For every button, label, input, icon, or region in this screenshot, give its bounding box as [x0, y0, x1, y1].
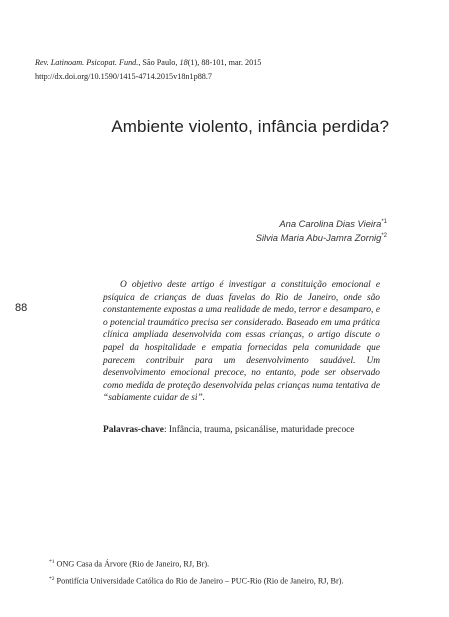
article-title: Ambiente violento, infância perdida? — [111, 117, 389, 136]
citation-place: , São Paulo, — [138, 58, 180, 67]
author-2 — [256, 230, 387, 244]
keywords-label: Palavras-chave — [103, 425, 164, 435]
author-marker: *2 — [381, 233, 387, 240]
footnote-text: Pontifícia Universidade Católica do Rio de Janeiro – PUC-Rio (Rio de Janeiro, RJ, Br). — [54, 576, 344, 586]
footnote-text: ONG Casa da Árvore (Rio de Janeiro, RJ, Br). — [54, 559, 210, 569]
citation-block — [35, 56, 261, 84]
author-list — [256, 216, 387, 244]
author-marker: *1 — [381, 219, 387, 225]
author-name: Silvia Maria Abu-Jamra Zornig — [255, 232, 382, 244]
keywords — [103, 425, 393, 435]
citation-volume: 18 — [179, 58, 188, 67]
footnote-marker: *2 — [49, 575, 55, 582]
abstract — [103, 279, 380, 405]
footnote-marker: *1 — [49, 559, 55, 565]
journal-name: Rev. Latinoam. Psicopat. Fund. — [35, 58, 139, 67]
page-number: 88 — [15, 302, 28, 314]
author-name: Ana Carolina Dias Vieira — [279, 218, 382, 230]
citation-line — [35, 56, 261, 70]
abstract-text: O objetivo deste artigo é investigar a constituição emocional e psíquica de crianças de duas favelas do Rio de Janeiro, onde são constantemente expostas a uma realidade de medo, terror e desamparo, e o potencial traumático precisa ser considerado. Baseado em uma prática clínica ampliada desenvolvida com essas crianças, o artigo discute o papel da hospitalidade e empatia fornecidas pela comunidade que parecem contribuir para um desenvolvimento saudável. Um desenvolvimento emocional precoce, no entanto, pode ser observado como medida de proteção desenvolvida pelas crianças numa tentativa de “sabiamente cuidar de si”. — [103, 280, 380, 404]
footnote-1 — [49, 555, 344, 572]
footnotes — [49, 555, 344, 588]
author-1 — [256, 216, 387, 230]
citation-issue: (1), 88-101, mar. 2015 — [187, 58, 262, 67]
footnote-2 — [49, 572, 344, 589]
doi-link[interactable]: http://dx.doi.org/10.1590/1415-4714.2015v18n1p88.7 — [35, 72, 213, 81]
keywords-values: : Infância, trauma, psicanálise, maturidade precoce — [163, 425, 355, 435]
